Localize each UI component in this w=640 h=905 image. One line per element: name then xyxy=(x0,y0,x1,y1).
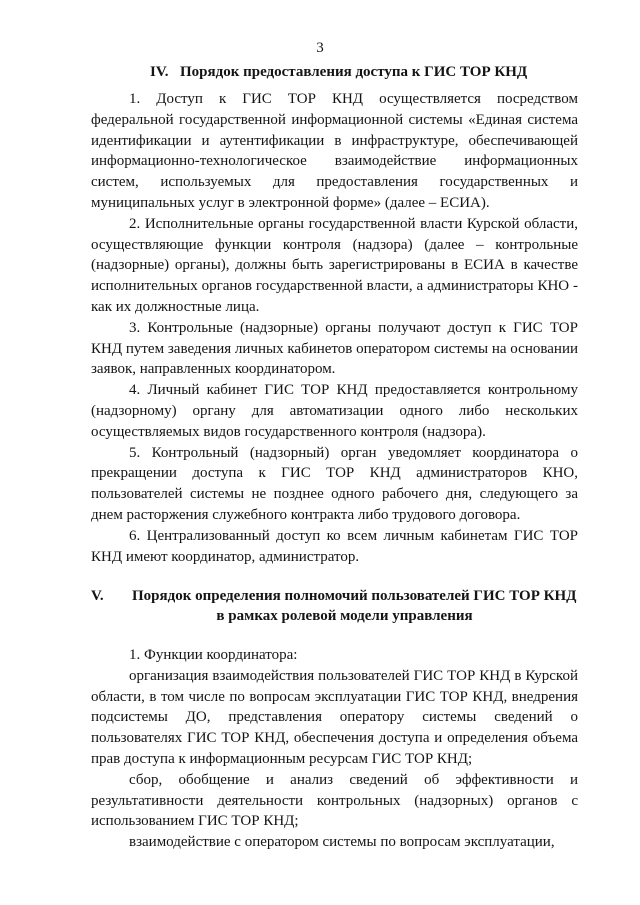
paragraph: 4. Личный кабинет ГИС ТОР КНД предоставляется контрольному (надзорному) органу для автоматизации одного либо нескольких осуществляемых видов государственного контроля (надзора). xyxy=(91,382,578,440)
paragraph: 5. Контрольный (надзорный) орган уведомляет координатора о прекращении доступа к ГИС ТОР КНД администраторов КНО, пользователей системы не позднее одного рабочего дня, следующего за днем расторжения служебного контракта либо трудового договора. xyxy=(91,444,578,523)
section-iv-number: IV. xyxy=(150,64,169,80)
section-v-title-line2: в рамках ролевой модели управления xyxy=(216,608,473,624)
paragraph: 2. Исполнительные органы государственной власти Курской области, осуществляющие функции контроля (надзора) (далее – контрольные (надзорные) органы), должны быть зарегистрированы в ЕСИА в качестве исполнительных органов государственной власти, а администраторы КНО - как их должностные лица. xyxy=(91,215,578,315)
paragraph: 1. Функции координатора: xyxy=(129,647,298,663)
section-v-heading xyxy=(91,586,578,626)
section-iv-body xyxy=(91,89,578,567)
section-iv-heading xyxy=(150,64,527,81)
page-number: 3 xyxy=(316,40,324,56)
paragraph: 6. Централизованный доступ ко всем личным кабинетам ГИС ТОР КНД имеют координатор, администратор. xyxy=(91,527,578,565)
section-iv-title: Порядок предоставления доступа к ГИС ТОР КНД xyxy=(180,64,528,80)
section-v-body xyxy=(91,645,578,853)
section-v-title-line1: Порядок определения полномочий пользователей ГИС ТОР КНД xyxy=(132,588,577,604)
section-v-number: V. xyxy=(91,588,104,604)
paragraph: взаимодействие с оператором системы по вопросам эксплуатации, xyxy=(129,834,555,851)
paragraph: организация взаимодействия пользователей ГИС ТОР КНД в Курской области, в том числе по вопросам эксплуатации ГИС ТОР КНД, внедрения подсистемы ДО, представления оператору системы сведений о пользователях ГИС ТОР КНД, обеспечения доступа и определения объема прав доступа к информационным ресурсам ГИС ТОР КНД; xyxy=(91,667,578,767)
paragraph: сбор, обобщение и анализ сведений об эффективности и результативности деятельности контрольных (надзорных) органов с использованием ГИС ТОР КНД; xyxy=(91,771,578,830)
paragraph: 1. Доступ к ГИС ТОР КНД осуществляется посредством федеральной государственной информационной системы «Единая система идентификации и аутентификации в инфраструктуре, обеспечивающей информационно-технологическое взаимодействие информационных систем, используемых для предоставления государственных и муниципальных услуг в электронной форме» (далее – ЕСИА). xyxy=(91,91,578,211)
paragraph: 3. Контрольные (надзорные) органы получают доступ к ГИС ТОР КНД путем заведения личных кабинетов оператором системы на основании заявок, направленных координатором. xyxy=(91,319,578,378)
